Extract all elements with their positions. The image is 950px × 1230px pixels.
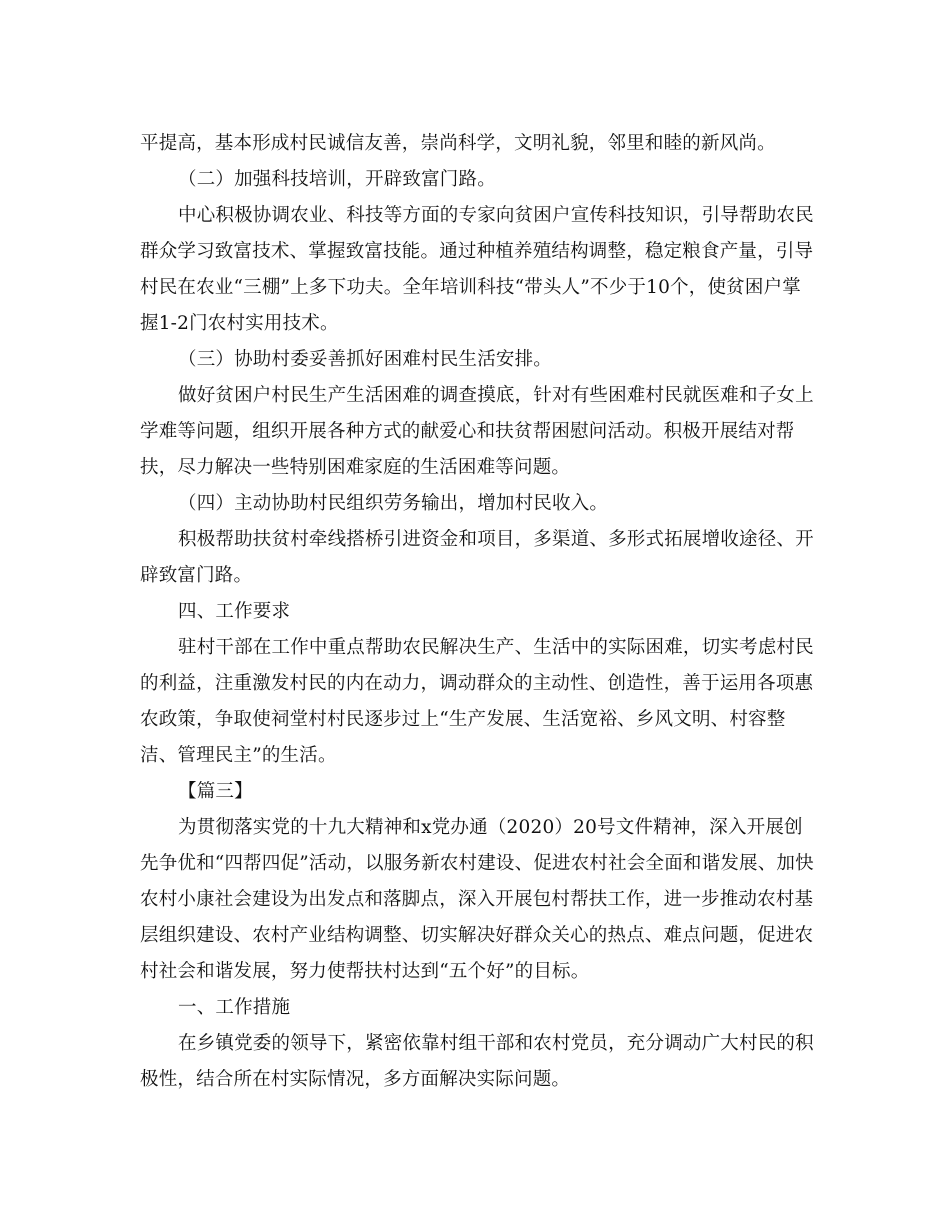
text-line: 做好贫困户村民生产生活困难的调查摸底，针对有些困难村民就医难和子女上 <box>178 385 814 406</box>
text-line: （三）协助村委妥善抓好困难村民生活安排。 <box>178 349 553 370</box>
text-line: 村民在农业“三棚”上多下功夫。全年培训科技“带头人”不少于10个，使贫困户掌 <box>140 277 801 298</box>
text-line: 洁、管理民主”的生活。 <box>140 745 337 766</box>
text-line: 辟致富门路。 <box>140 565 253 586</box>
text-line: 群众学习致富技术、掌握致富技能。通过种植养殖结构调整，稳定粮食产量，引导 <box>140 241 814 262</box>
text-line: 学难等问题，组织开展各种方式的献爱心和扶贫帮困慰问活动。积极开展结对帮 <box>140 421 795 442</box>
text-line: 积极帮助扶贫村牵线搭桥引进资金和项目，多渠道、多形式拓展增收途径、开 <box>178 529 814 550</box>
text-line: 在乡镇党委的领导下，紧密依靠村组干部和农村党员，充分调动广大村民的积 <box>178 1033 814 1054</box>
text-line: （二）加强科技培训，开辟致富门路。 <box>178 169 496 190</box>
text-line: 先争优和“四帮四促”活动，以服务新农村建设、促进农村社会全面和谐发展、加快 <box>140 853 814 874</box>
text-line: 农政策，争取使祠堂村村民逐步过上“生产发展、生活宽裕、乡风文明、村容整 <box>140 709 786 730</box>
text-line: 为贯彻落实党的十九大精神和x党办通（2020）20号文件精神，深入开展创 <box>178 817 803 838</box>
text-line: 驻村干部在工作中重点帮助农民解决生产、生活中的实际困难，切实考虑村民 <box>178 637 814 658</box>
text-line: 村社会和谐发展，努力使帮扶村达到“五个好”的目标。 <box>140 961 590 982</box>
section-heading: 一、工作措施 <box>178 997 291 1018</box>
text-line: 农村小康社会建设为出发点和落脚点，深入开展包村帮扶工作，进一步推动农村基 <box>140 889 814 910</box>
section-heading: 【篇三】 <box>178 781 253 802</box>
text-line: （四）主动协助村民组织劳务输出，增加村民收入。 <box>178 493 609 514</box>
section-heading: 四、工作要求 <box>178 601 291 622</box>
text-line: 中心积极协调农业、科技等方面的专家向贫困户宣传科技知识，引导帮助农民 <box>178 205 814 226</box>
text-line: 握1-2门农村实用技术。 <box>140 313 339 334</box>
text-line: 扶，尽力解决一些特别困难家庭的生活困难等问题。 <box>140 457 571 478</box>
text-line: 极性，结合所在村实际情况，多方面解决实际问题。 <box>140 1069 571 1090</box>
text-line: 平提高，基本形成村民诚信友善，崇尚科学，文明礼貌，邻里和睦的新风尚。 <box>140 133 776 154</box>
text-line: 的利益，注重激发村民的内在动力，调动群众的主动性、创造性，善于运用各项惠 <box>140 673 814 694</box>
text-line: 层组织建设、农村产业结构调整、切实解决好群众关心的热点、难点问题，促进农 <box>140 925 814 946</box>
